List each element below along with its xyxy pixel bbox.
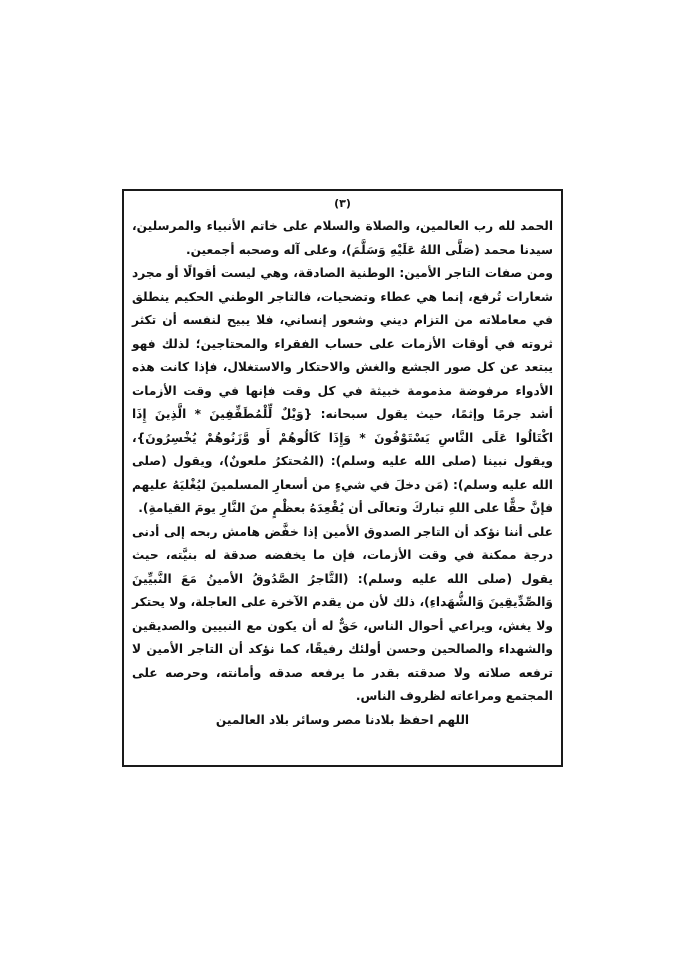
closing-prayer: اللهم احفظ بلادنا مصر وسائر بلاد العالمين: [215, 712, 470, 727]
document-body: [132, 197, 553, 759]
document-frame: [122, 189, 563, 767]
paragraph-merchant-patriotism: ومن صفات التاجر الأمين: الوطنية الصادقة، وهي ليست أقوالًا أو مجرد شعارات تُرفع، إنما هي عطاء وتضحيات، فالتاجر الوطني الحكيم ينطلق في معاملاته من التزام ديني وشعور إنساني، فلا يبيح لنفسه أن تكثر ثروته في أوقات الأزمات على حساب الفقراء والمحتاجين؛ لذلك فهو يبتعد عن كل صور الجشع والغش والاحتكار والاستغلال، فإذا كانت هذه الأدواء مرفوضة مذمومة خبيثة في كل وقت فإنها في وقت الأزمات أشد جرمًا وإثمًا، حيث يقول سبحانه: {وَيْلٌ لِّلْمُطَفِّفِينَ * الَّذِينَ إِذَا اكْتَالُوا عَلَى النَّاسِ يَسْتَوْفُونَ * وَإِذَا كَالُوهُمْ أَو وَّزَنُوهُمْ يُخْسِرُونَ}، ويقول نبينا (صلى الله عليه وسلم): (المُحتكرُ ملعونٌ)، ويقول (صلى الله عليه وسلم): (مَن دخلَ في شيءٍ من أسعارِ المسلمينَ ليُغْليَهُ عليهم فإنَّ حقًّا على اللهِ تباركَ وتعالَى أن يُقْعِدَهُ بعظْمٍ منَ النَّارِ يومَ القيامةِ).: [132, 266, 553, 515]
paragraph-honest-merchant: على أننا نؤكد أن التاجر الصدوق الأمين إذا خفَّض هامش ربحه إلى أدنى درجة ممكنة في وقت الأزمات، فإن ما يخفضه صدقة له بنيَّته، حيث يقول (صلى الله عليه وسلم): (التَّاجرُ الصَّدُوقُ الأمينُ مَعَ النَّبيِّينَ وَالصِّدِّيقِينَ وَالشُّهَداءِ)، ذلك لأن من يقدم الآخرة على العاجلة، ولا يحتكر ولا يغش، ويراعي أحوال الناس، حَقٌّ له أن يكون مع النبيين والصديقين والشهداء والصالحين وحسن أولئك رفيقًا، كما نؤكد أن التاجر الأمين لا ترفعه صلاته ولا صدقته بقدر ما يرفعه صدقه وأمانته، وحرصه على المجتمع ومراعاته لظروف الناس.: [132, 524, 553, 703]
page-number: (٣): [334, 197, 351, 210]
paragraph-opening: الحمد لله رب العالمين، والصلاة والسلام على خاتم الأنبياء والمرسلين، سيدنا محمد (صَلَّى اللهُ عَلَيْهِ وَسَلَّمَ)، وعلى آله وصحبه أجمعين.: [132, 219, 553, 257]
